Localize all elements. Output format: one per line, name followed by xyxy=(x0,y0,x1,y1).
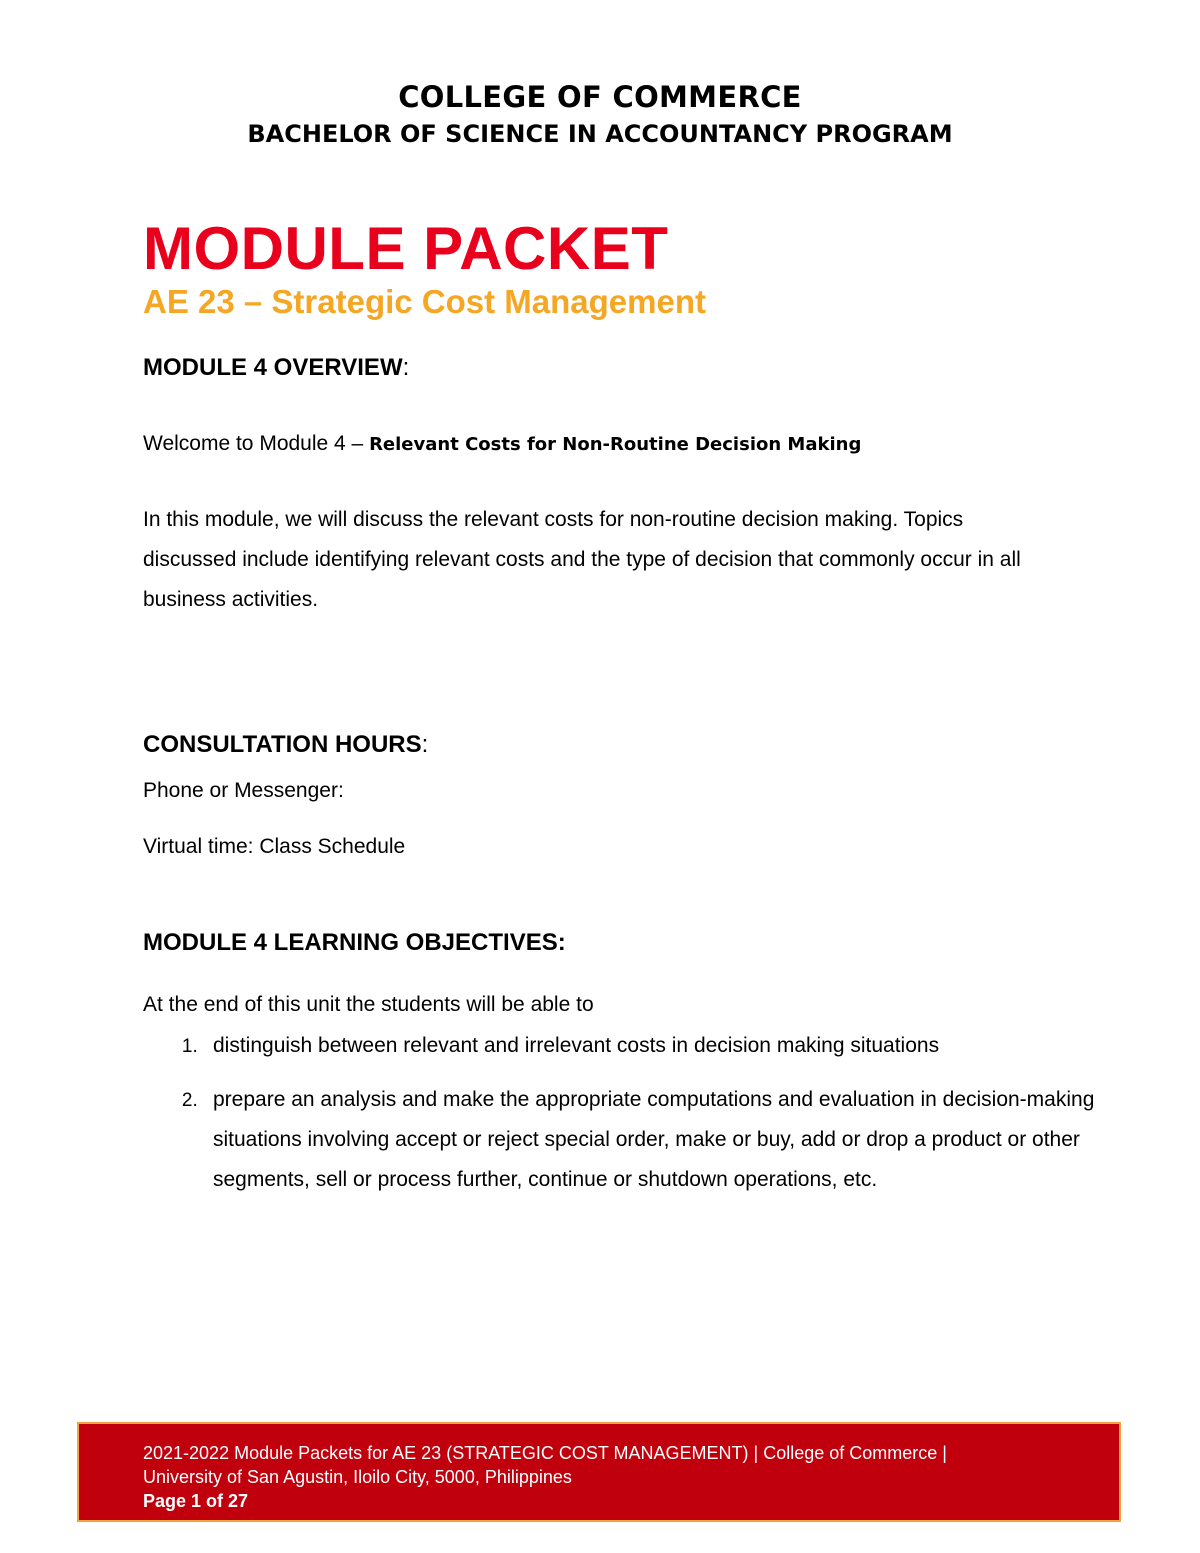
consultation-heading-colon: : xyxy=(421,731,429,758)
college-name: COLLEGE OF COMMERCE xyxy=(398,80,802,114)
page-footer xyxy=(77,1422,1121,1522)
consultation-heading xyxy=(143,731,428,759)
footer-line-2: University of San Agustin, Iloilo City, 5000, Philippines xyxy=(143,1467,572,1487)
overview-intro: In this module, we will discuss the relevant costs for non-routine decision making. Topics discussed include identifying relevant costs and the type of decision that commonly occur in all business activities. xyxy=(143,508,1021,611)
objective-item: 2. prepare an analysis and make the appropriate computations and evaluation in decision-making situations involving accept or reject special order, make or buy, add or drop a product or other segments, sell or process further, continue or shutdown operations, etc. xyxy=(203,1080,1123,1200)
objectives-list xyxy=(143,1026,1123,1214)
page-title: MODULE PACKET xyxy=(143,215,669,282)
module-topic: Relevant Costs for Non-Routine Decision Making xyxy=(369,434,862,455)
objectives-heading: MODULE 4 LEARNING OBJECTIVES: xyxy=(143,929,566,956)
virtual-time-line: Virtual time: Class Schedule xyxy=(143,835,406,858)
welcome-prefix: Welcome to Module 4 – xyxy=(143,432,370,455)
overview-heading-text: MODULE 4 OVERVIEW xyxy=(143,354,403,381)
welcome-line xyxy=(143,424,861,465)
footer-line-1: 2021-2022 Module Packets for AE 23 (STRATEGIC COST MANAGEMENT) | College of Commerce | xyxy=(143,1443,947,1463)
page-number: Page 1 of 27 xyxy=(143,1491,249,1511)
overview-heading-colon: : xyxy=(402,354,410,381)
objectives-lead: At the end of this unit the students will be able to xyxy=(143,993,594,1016)
phone-line: Phone or Messenger: xyxy=(143,779,344,802)
overview-heading xyxy=(143,354,409,382)
objective-item: 1. distinguish between relevant and irrelevant costs in decision making situations xyxy=(203,1026,1123,1066)
consultation-heading-text: CONSULTATION HOURS xyxy=(143,731,422,758)
program-name: BACHELOR OF SCIENCE IN ACCOUNTANCY PROGRAM xyxy=(247,120,953,148)
course-title: AE 23 – Strategic Cost Management xyxy=(143,283,706,320)
